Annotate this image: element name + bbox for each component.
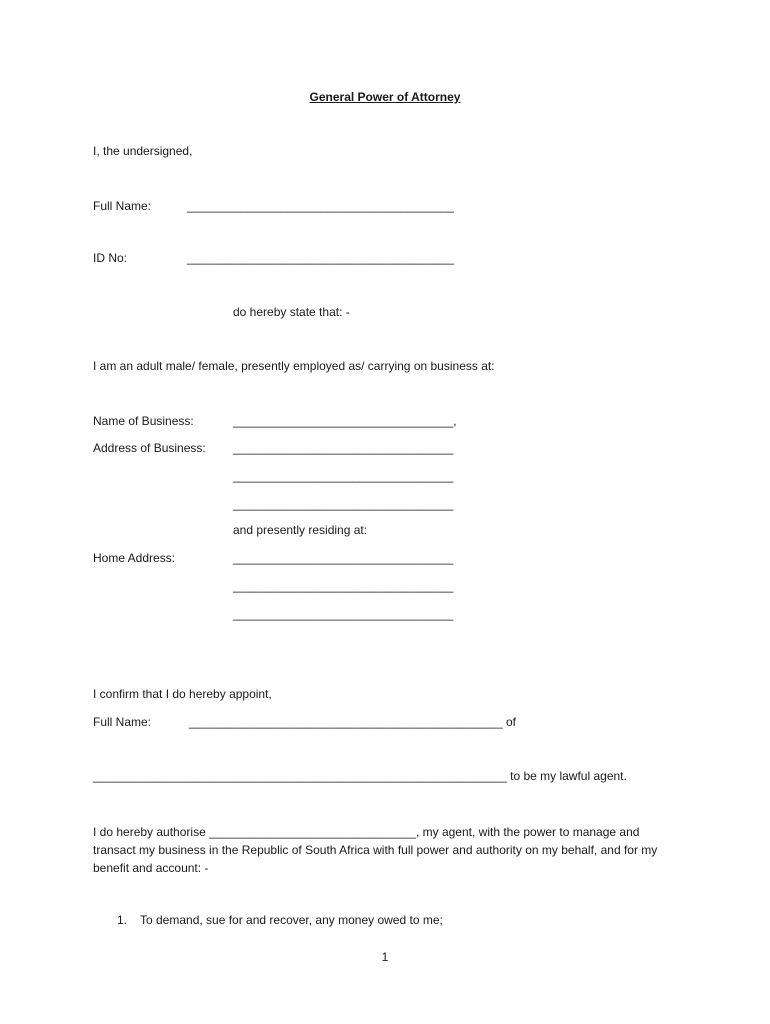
home-address-blank-2: _________________________________	[233, 579, 454, 593]
list-item-1-text: To demand, sue for and recover, any money owed to me;	[140, 913, 443, 927]
lawful-agent-line: ______________________________________________________________ to be my lawful agent.	[93, 769, 627, 783]
home-address-blank-1: _________________________________	[233, 551, 454, 565]
business-address-blank-3: _________________________________	[233, 497, 454, 511]
business-name-blank: _________________________________,	[233, 414, 457, 428]
business-address-blank-2: _________________________________	[233, 469, 454, 483]
business-name-label: Name of Business:	[93, 414, 194, 428]
business-address-label: Address of Business:	[93, 441, 206, 455]
state-that-text: do hereby state that: -	[233, 305, 350, 319]
authorise-paragraph: I do hereby authorise _______________________________, my agent, with the power to manage and transact my business in the Republic of South Africa with full power and authority on my behalf, and for my benefit and account: -	[93, 825, 658, 875]
id-number-blank: ________________________________________	[187, 251, 454, 265]
full-name-label: Full Name:	[93, 199, 152, 213]
business-address-blank-1: _________________________________	[233, 441, 454, 455]
appoint-full-name-blank: _______________________________________________ of	[189, 715, 517, 729]
home-address-blank-3: _________________________________	[233, 607, 454, 621]
full-name-blank: ________________________________________	[187, 199, 454, 213]
document-title: General Power of Attorney	[309, 90, 461, 104]
confirm-appoint-text: I confirm that I do hereby appoint,	[93, 687, 272, 701]
home-address-label: Home Address:	[93, 551, 176, 565]
id-number-label: ID No:	[93, 251, 128, 265]
adult-statement: I am an adult male/ female, presently employed as/ carrying on business at:	[93, 359, 495, 373]
intro-text: I, the undersigned,	[93, 144, 193, 158]
page-number: 1	[381, 950, 389, 964]
residing-text: and presently residing at:	[233, 523, 368, 537]
appoint-full-name-label: Full Name:	[93, 715, 152, 729]
list-item-1-number: 1.	[117, 913, 128, 927]
